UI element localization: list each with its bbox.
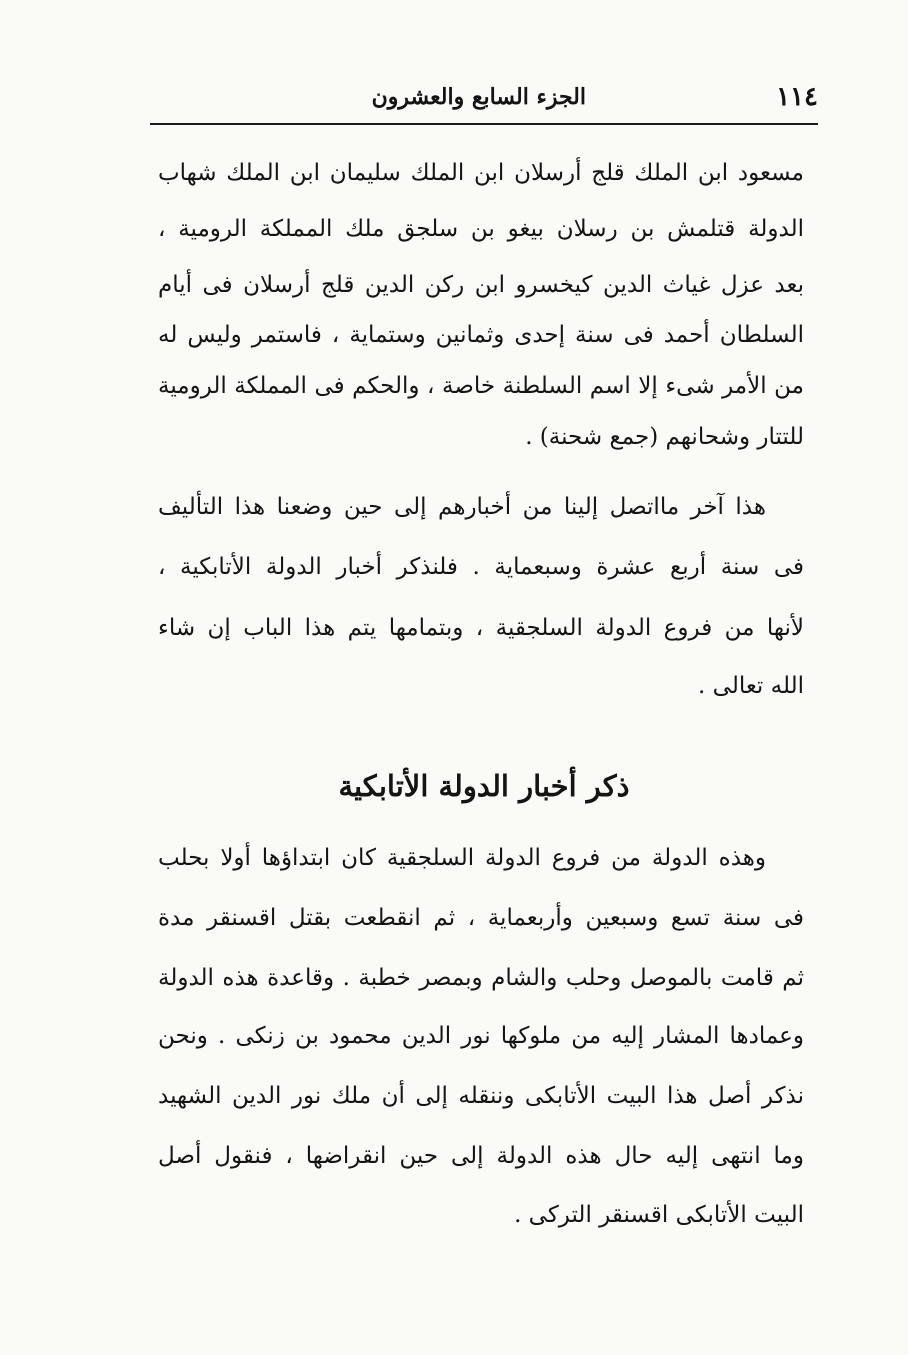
paragraph-3-line-5: نذكر أصل هذا البيت الأتابكى وننقله إلى أن ملك نور الدين الشهيد [158, 1083, 804, 1109]
paragraph-2-line-4: الله تعالى . [698, 673, 804, 699]
paragraph-2-line-2: فى سنة أربع عشرة وسبعماية . فلنذكر أخبار الدولة الأتابكية ، [158, 554, 804, 580]
paragraph-3-line-6: وما انتهى إليه حال هذه الدولة إلى حين انقراضها ، فنقول أصل [158, 1143, 804, 1169]
running-head: الجزء السابع والعشرون [371, 84, 586, 110]
paragraph-1-line-2: الدولة قتلمش بن رسلان بيغو بن سلجق ملك المملكة الرومية ، [158, 216, 804, 242]
paragraph-1-line-6: للتتار وشحانهم (جمع شحنة) . [525, 424, 804, 450]
paragraph-1-line-1: مسعود ابن الملك قلج أرسلان ابن الملك سليمان ابن الملك شهاب [158, 160, 804, 186]
paragraph-3-line-3: ثم قامت بالموصل وحلب والشام وبمصر خطبة . وقاعدة هذه الدولة [158, 965, 804, 991]
paragraph-3-line-7: البيت الأتابكى اقسنقر التركى . [514, 1202, 804, 1228]
paragraph-3-line-2: فى سنة تسع وسبعين وأربعماية ، ثم انقطعت بقتل اقسنقر مدة [158, 905, 804, 931]
paragraph-1-line-3: بعد عزل غياث الدين كيخسرو ابن ركن الدين قلج أرسلان فى أيام [158, 272, 804, 298]
header-rule [150, 123, 818, 125]
paragraph-3-line-1: وهذه الدولة من فروع الدولة السلجقية كان ابتداؤها أولا بحلب [158, 845, 766, 871]
paragraph-1-line-5: من الأمر شىء إلا اسم السلطنة خاصة ، والحكم فى المملكة الرومية [158, 373, 804, 399]
paragraph-3-line-4: وعمادها المشار إليه من ملوكها نور الدين محمود بن زنكى . ونحن [158, 1023, 804, 1049]
page-header [150, 82, 818, 122]
paragraph-1-line-4: السلطان أحمد فى سنة إحدى وثمانين وستماية ، فاستمر وليس له [158, 322, 804, 348]
section-heading: ذكر أخبار الدولة الأتابكية [338, 769, 630, 803]
paragraph-2-line-3: لأنها من فروع الدولة السلجقية ، وبتمامها يتم هذا الباب إن شاء [158, 615, 804, 641]
paragraph-2-line-1: هذا آخر مااتصل إلينا من أخبارهم إلى حين وضعنا هذا التأليف [158, 494, 766, 520]
page-number: ١١٤ [776, 82, 818, 112]
